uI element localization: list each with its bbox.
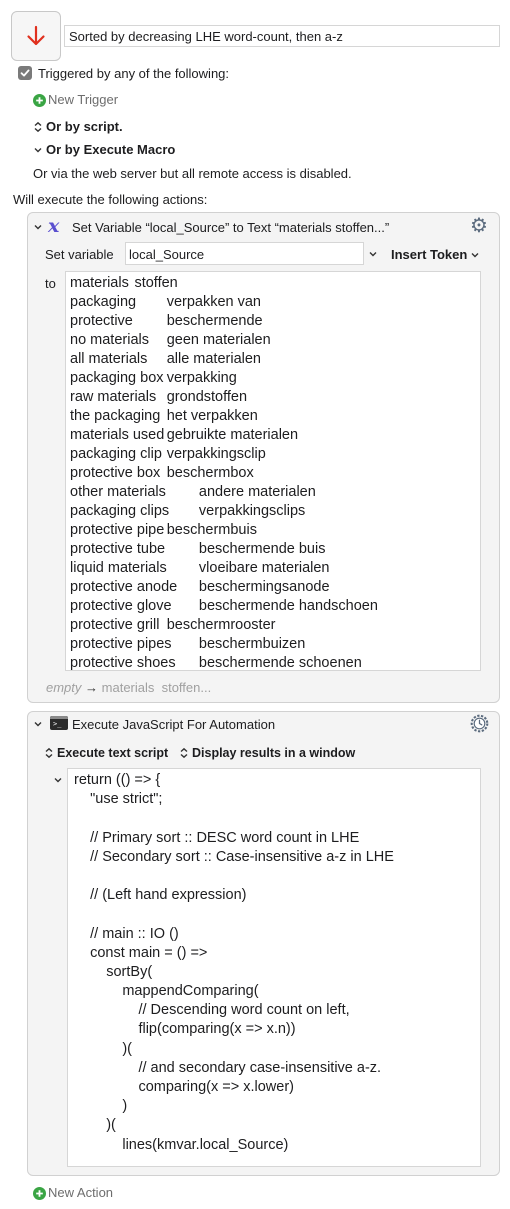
actions-header: Will execute the following actions: bbox=[13, 192, 208, 207]
text-line: protective glove beschermende handschoen bbox=[70, 598, 378, 614]
or-by-execute-macro-row[interactable] bbox=[33, 142, 175, 158]
preview-arrow: → bbox=[85, 680, 99, 695]
code-line: const main = () => bbox=[74, 944, 208, 961]
display-mode-popup[interactable] bbox=[179, 745, 355, 761]
chevron-down-icon[interactable] bbox=[33, 719, 43, 729]
up-down-chevron-icon bbox=[179, 747, 189, 759]
chevron-down-icon bbox=[33, 145, 43, 155]
macro-icon-well[interactable] bbox=[11, 11, 61, 61]
preview-row bbox=[46, 680, 211, 695]
code-line: // and secondary case-insensitive a-z. bbox=[74, 1059, 382, 1076]
or-by-script-row[interactable] bbox=[33, 119, 123, 135]
code-line: // main :: IO () bbox=[74, 925, 179, 942]
chevron-down-icon bbox=[470, 250, 480, 260]
up-down-chevron-icon bbox=[44, 747, 54, 759]
set-variable-title: Set Variable “local_Source” to Text “materials stoffen...” bbox=[72, 220, 390, 235]
preview-empty: empty bbox=[46, 680, 82, 695]
set-variable-label: Set variable bbox=[45, 247, 114, 262]
code-line: mappendComparing( bbox=[74, 983, 259, 1000]
text-line: no materials geen materialen bbox=[70, 332, 271, 348]
new-trigger-button[interactable] bbox=[33, 92, 118, 108]
code-line: // (Left hand expression) bbox=[74, 887, 247, 904]
code-line: // Descending word count on left, bbox=[74, 1002, 350, 1019]
text-line: packaging clips verpakkingsclips bbox=[70, 503, 306, 519]
set-variable-action[interactable] bbox=[27, 212, 500, 703]
plus-icon bbox=[33, 1187, 46, 1200]
script-editor[interactable] bbox=[67, 768, 481, 1167]
text-line: the packaging het verpakken bbox=[70, 408, 258, 424]
triggered-label: Triggered by any of the following: bbox=[38, 66, 230, 81]
code-line: // Primary sort :: DESC word count in LHE bbox=[74, 829, 360, 846]
plus-icon bbox=[33, 94, 46, 107]
text-line: other materials andere materialen bbox=[70, 484, 316, 500]
macro-name-field[interactable]: Sorted by decreasing LHE word-count, then a-z bbox=[64, 25, 500, 47]
jxa-title: Execute JavaScript For Automation bbox=[72, 717, 276, 732]
text-line: protective grill beschermrooster bbox=[70, 617, 276, 633]
code-line: return (() => { bbox=[74, 772, 161, 788]
chevron-down-icon[interactable] bbox=[368, 249, 378, 259]
text-line: raw materials grondstoffen bbox=[70, 389, 248, 405]
code-line: )( bbox=[74, 1040, 132, 1057]
or-by-execute-macro-label: Or by Execute Macro bbox=[46, 142, 176, 157]
code-line: "use strict"; bbox=[74, 791, 163, 808]
code-line bbox=[74, 867, 474, 886]
code-line: flip(comparing(x => x.n)) bbox=[74, 1021, 296, 1038]
text-line: protective tube beschermende buis bbox=[70, 541, 326, 557]
text-line: protective pipe beschermbuis bbox=[70, 522, 257, 538]
up-down-chevron-icon bbox=[33, 121, 43, 133]
down-arrow-icon bbox=[24, 24, 48, 48]
web-server-note: Or via the web server but all remote access is disabled. bbox=[33, 166, 352, 181]
code-line bbox=[74, 905, 474, 924]
new-action-button[interactable] bbox=[33, 1185, 113, 1201]
text-line: packaging box verpakking bbox=[70, 370, 237, 386]
code-line: comparing(x => x.lower) bbox=[74, 1079, 294, 1095]
text-line: packaging clip verpakkingsclip bbox=[70, 446, 266, 462]
execute-mode-popup[interactable] bbox=[44, 745, 168, 761]
variable-x-icon: x bbox=[48, 215, 60, 237]
text-line: protective shoes beschermende schoenen bbox=[70, 655, 362, 671]
terminal-icon: >_ bbox=[50, 716, 68, 730]
text-line: materials used gebruikte materialen bbox=[70, 427, 299, 443]
new-action-label: New Action bbox=[48, 1185, 114, 1200]
code-line: )( bbox=[74, 1117, 116, 1134]
text-line: all materials alle materialen bbox=[70, 351, 261, 367]
text-line: protective anode beschermingsanode bbox=[70, 579, 330, 595]
execute-jxa-action[interactable] bbox=[27, 711, 500, 1176]
code-line: ) bbox=[74, 1098, 128, 1115]
display-mode-label: Display results in a window bbox=[192, 746, 356, 760]
text-line: liquid materials vloeibare materialen bbox=[70, 560, 330, 576]
triggered-checkbox[interactable] bbox=[18, 66, 32, 80]
text-line: protective beschermende bbox=[70, 313, 263, 329]
to-label: to bbox=[45, 276, 56, 291]
text-line: packaging verpakken van bbox=[70, 294, 261, 310]
execute-mode-label: Execute text script bbox=[57, 746, 169, 760]
text-line: protective pipes beschermbuizen bbox=[70, 636, 306, 652]
insert-token-menu[interactable] bbox=[391, 247, 480, 263]
text-line: materials stoffen bbox=[70, 275, 178, 291]
gear-icon[interactable]: ⚙ bbox=[470, 215, 488, 237]
checkmark-icon bbox=[20, 68, 30, 78]
code-line: sortBy( bbox=[74, 963, 153, 980]
code-line: // Secondary sort :: Case-insensitive a-z in LHE bbox=[74, 848, 394, 865]
new-trigger-label: New Trigger bbox=[48, 92, 119, 107]
text-value-textarea[interactable] bbox=[65, 271, 481, 671]
or-by-script-label: Or by script. bbox=[46, 119, 123, 134]
variable-name-field[interactable]: local_Source bbox=[125, 242, 364, 265]
insert-token-label: Insert Token bbox=[391, 247, 468, 262]
preview-value: materials stoffen... bbox=[101, 680, 212, 695]
clock-gear-icon[interactable] bbox=[470, 714, 489, 733]
chevron-down-icon[interactable] bbox=[33, 222, 43, 232]
code-line: lines(kmvar.local_Source) bbox=[74, 1136, 289, 1153]
code-line bbox=[74, 809, 474, 828]
chevron-down-icon[interactable] bbox=[53, 775, 63, 785]
text-line: protective box beschermbox bbox=[70, 465, 254, 481]
